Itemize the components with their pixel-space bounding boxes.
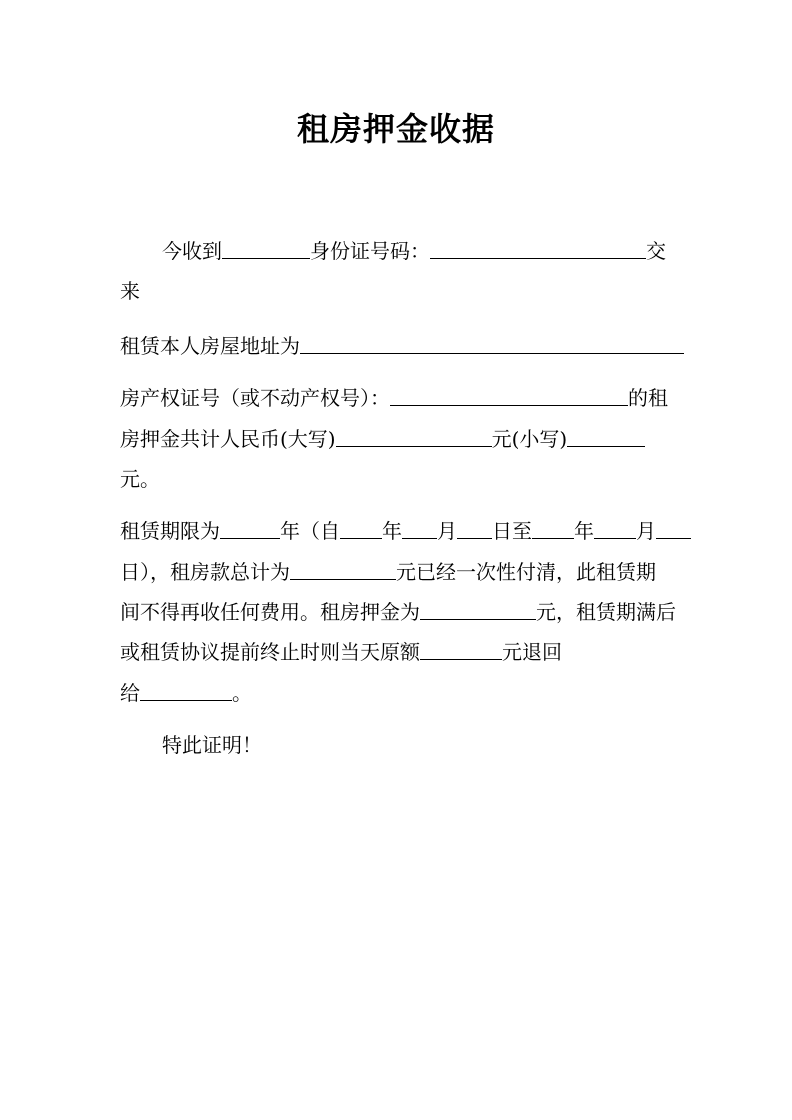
- blank-amount-lower: [567, 426, 645, 447]
- paragraph-deposit-line: [120, 599, 676, 624]
- blank-payer-name: [222, 238, 310, 259]
- text-day-to: 日至: [492, 519, 532, 543]
- text-refund: 元退回: [502, 640, 562, 664]
- blank-start-month: [402, 518, 437, 539]
- text-no-fees-deposit: 间不得再收任何费用。租房押金为: [120, 600, 420, 624]
- paragraph-receiver-line-2: [120, 279, 140, 303]
- text-year-from: 年（自: [280, 519, 340, 543]
- text-year: 年: [382, 519, 402, 543]
- text-lease-term: 租赁期限为: [120, 519, 220, 543]
- paragraph-certificate-line: [120, 385, 668, 410]
- text-deposit-total-upper: 房押金共计人民币(大写): [120, 427, 336, 451]
- text-period: 。: [232, 681, 252, 705]
- text-to: 给: [120, 681, 140, 705]
- text-certificate-number: 房产权证号（或不动产权号）：: [120, 386, 390, 410]
- document-title: 租房押金收据: [296, 110, 495, 148]
- blank-start-year: [340, 518, 382, 539]
- text-received-from: 今收到: [162, 239, 222, 263]
- paragraph-term-line: [120, 518, 691, 543]
- blank-term-years: [220, 518, 280, 539]
- text-month: 月: [437, 519, 457, 543]
- closing-statement: 特此证明！: [162, 733, 262, 757]
- blank-certificate-number: [390, 385, 628, 406]
- blank-rent-total: [290, 559, 396, 580]
- paragraph-address-line: [120, 333, 684, 358]
- blank-deposit: [420, 599, 536, 620]
- text-come: 来: [120, 279, 140, 303]
- blank-end-day: [656, 518, 691, 539]
- text-yuan-end: 元。: [120, 467, 160, 491]
- text-year-2: 年: [574, 519, 594, 543]
- blank-end-year: [532, 518, 574, 539]
- blank-amount-upper: [336, 426, 492, 447]
- text-address: 租赁本人房屋地址为: [120, 334, 300, 358]
- blank-refund-amount: [420, 639, 502, 660]
- text-month-2: 月: [636, 519, 656, 543]
- paragraph-receiver-line: [162, 238, 666, 263]
- text-paid-once: 元已经一次性付清，此租赁期: [396, 560, 656, 584]
- text-early-termination: 或租赁协议提前终止时则当天原额: [120, 640, 420, 664]
- paragraph-refund-to-line: [120, 680, 252, 705]
- paragraph-amount-line: [120, 426, 645, 451]
- blank-refund-recipient: [140, 680, 232, 701]
- blank-end-month: [594, 518, 636, 539]
- paragraph-rent-total-line: [120, 559, 656, 584]
- text-of-rent: 的租: [628, 386, 668, 410]
- text-pay: 交: [646, 239, 666, 263]
- text-id-number: 身份证号码：: [310, 239, 430, 263]
- blank-start-day: [457, 518, 492, 539]
- paragraph-amount-end: [120, 467, 160, 491]
- text-yuan-lower: 元(小写): [491, 427, 568, 451]
- text-rent-total: 日），租房款总计为: [120, 560, 290, 584]
- paragraph-refund-line: [120, 639, 562, 664]
- text-term-end: 元，租赁期满后: [536, 600, 676, 624]
- blank-id-number: [430, 238, 646, 259]
- blank-address: [300, 333, 684, 354]
